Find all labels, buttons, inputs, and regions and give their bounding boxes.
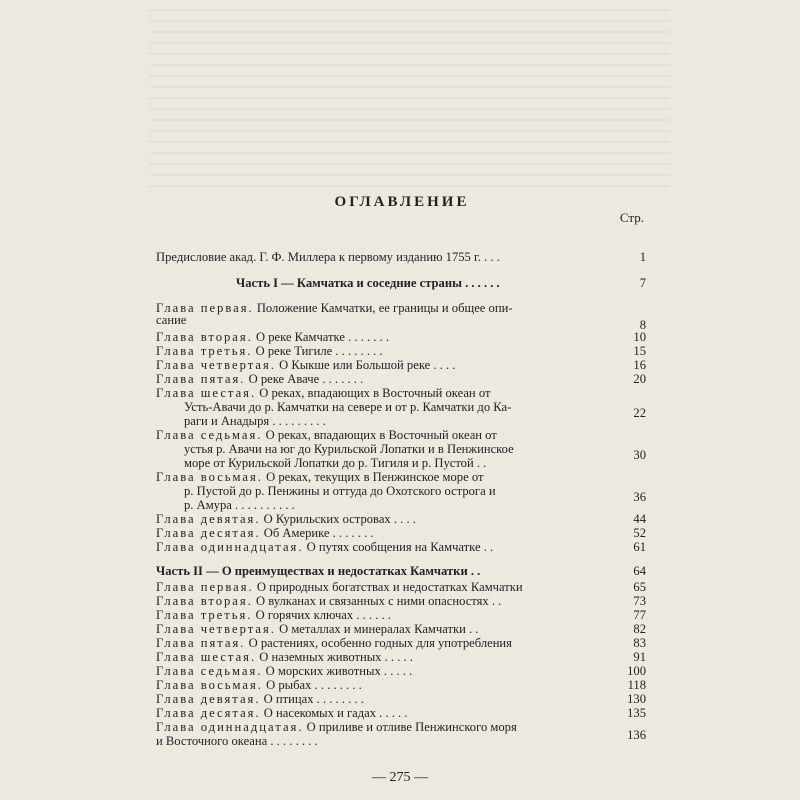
toc-entry: Глава восьмая. О реках, текущих в Пенжинское море от	[156, 470, 484, 484]
toc-entry: Глава одиннадцатая. О путях сообщения на Камчатке . . 61	[156, 540, 646, 554]
toc-entry: Глава восьмая. О рыбах . . . . . . . . 118	[156, 678, 646, 692]
toc-entry: Глава вторая. О реке Камчатке . . . . . . . 10	[156, 330, 646, 344]
toc-entry: Глава седьмая. О морских животных . . . . . 100	[156, 664, 646, 678]
toc-entry: Глава десятая. О насекомых и гадах . . . . . 135	[156, 706, 646, 720]
toc-entry: Глава пятая. О растениях, особенно годных для употребления 83	[156, 636, 646, 650]
page-column-label: Стр.	[619, 210, 644, 225]
toc-entry: Глава вторая. О вулканах и связанных с ними опасностях . . 73	[156, 594, 646, 608]
toc-entry: Предисловие акад. Г. Ф. Миллера к первому изданию 1755 г. . . . 1	[156, 250, 646, 264]
toc-entry-continuation: сание 8	[156, 313, 646, 332]
toc-entry: Глава девятая. О птицах . . . . . . . . 130	[156, 692, 646, 706]
toc-entry-continuation: Усть-Авачи до р. Камчатки на севере и от р. Камчатки до Ка-	[184, 400, 512, 414]
toc-entry: Глава шестая. О реках, впадающих в Восточный океан от	[156, 386, 491, 400]
toc-part-heading: Часть I — Камчатка и соседние страны . . . . . . 7	[236, 276, 646, 290]
toc-entry-continuation: р. Амура . . . . . . . . . . 36	[184, 490, 646, 512]
toc-part-heading: Часть II — О преимуществах и недостатках Камчатки . . 64	[156, 564, 646, 578]
toc-heading: ОГЛАВЛЕНИЕ	[334, 194, 470, 210]
toc-entry: Глава седьмая. О реках, впадающих в Восточный океан от	[156, 428, 497, 442]
toc-entry-continuation: море от Курильской Лопатки до р. Тигиля и р. Пустой . . 30	[184, 448, 646, 470]
toc-entry: Глава девятая. О Курильских островах . . . . 44	[156, 512, 646, 526]
toc-entry-continuation: раги и Анадыря . . . . . . . . . 22	[184, 406, 646, 428]
toc-entry: Глава третья. О горячих ключах . . . . . . 77	[156, 608, 646, 622]
toc-entry: Глава третья. О реке Тигиле . . . . . . . . 15	[156, 344, 646, 358]
toc-entry: Глава первая. Положение Камчатки, ее границы и общее опи-	[156, 301, 513, 315]
toc-entry-continuation: и Восточного океана . . . . . . . . 136	[156, 728, 646, 748]
toc-entry: Глава десятая. Об Америке . . . . . . . 52	[156, 526, 646, 540]
toc-entry: Глава первая. О природных богатствах и недостатках Камчатки 65	[156, 580, 646, 594]
toc-entry: Глава четвертая. О Кыкше или Большой реке . . . . 16	[156, 358, 646, 372]
bleed-through-texture	[150, 0, 670, 190]
toc-entry: Глава шестая. О наземных животных . . . . . 91	[156, 650, 646, 664]
toc-entry-continuation: устья р. Авачи на юг до Курильской Лопатки и в Пенжинское	[184, 442, 514, 456]
toc-entry-continuation: р. Пустой до р. Пенжины и оттуда до Охотского острога и	[184, 484, 496, 498]
toc-entry: Глава одиннадцатая. О приливе и отливе Пенжинского моря	[156, 720, 517, 734]
toc-entry: Глава пятая. О реке Аваче . . . . . . . 20	[156, 372, 646, 386]
toc-entry: Глава четвертая. О металлах и минералах Камчатки . . 82	[156, 622, 646, 636]
page-number: — 275 —	[372, 770, 428, 785]
